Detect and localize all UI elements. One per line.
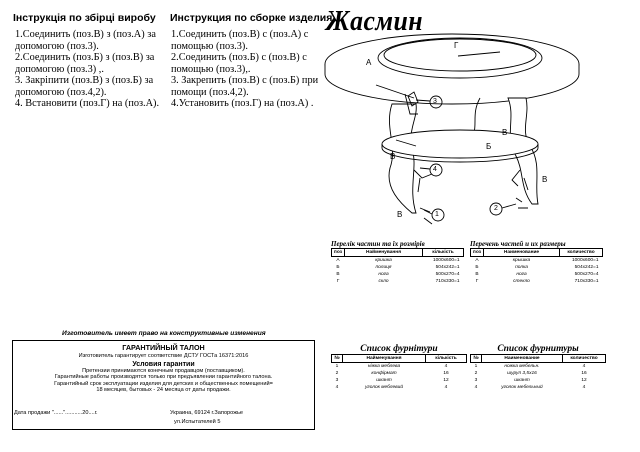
cell-name: ножка мебельн. [504,364,540,369]
instruction-ua-step: 2.Соединить (поз.Б) з (поз.В) за допомогою (поз.3) ,. [15,52,155,75]
cell-name: полка [515,265,528,270]
cell-qty: 500x270=4 [435,272,460,277]
column-header: кількість [423,249,464,257]
cell-pos: А [336,258,340,263]
screw-part [516,198,528,208]
cell-name: нога [378,272,389,277]
table-row [471,271,603,278]
cell-qty: 4 [582,385,586,390]
column-header: Найменування [345,249,423,257]
callout-1: 1 [435,211,439,218]
label-b: Б [486,142,492,151]
warranty-condition: Гарантийный срок эксплуатации изделия для детских и общественных помещений= [54,380,273,387]
cell-pos: Г [475,279,479,284]
column-header: № [332,355,343,363]
column-header: Наименование [482,355,563,363]
cell-qty: 4 [444,385,448,390]
cell-name: шкант [514,378,530,383]
cell-pos: 1 [474,364,478,369]
table-row [471,377,606,384]
column-header: поз [332,249,345,257]
instructions-ru-steps [171,29,319,110]
cell-pos: 2 [474,371,478,376]
cell-name: ніжка меблева [367,364,401,369]
label-v-right: В [542,175,548,184]
fittings-ru-block [470,344,606,391]
instruction-ru-step: 4.Установить (поз.Г) на (поз.А) . [171,98,314,109]
parts-ua-block [331,240,464,285]
cell-qty: 4 [582,364,586,369]
cell-qty: 504x242=1 [435,265,460,270]
cell-name: полиця [375,265,392,270]
cell-name: крышка [512,258,531,263]
warranty-title: ГАРАНТИЙНЫЙ ТАЛОН [122,343,205,352]
callout-3: 3 [433,98,437,105]
cell-pos: В [475,272,479,277]
cell-qty: 500x270=4 [574,272,599,277]
cell-pos: 1 [335,364,339,369]
instructions-ru-title: Инструкция по сборке изделия [170,12,333,24]
label-v-bottom: В [397,210,403,219]
instruction-ua-step: 3. Закрiпити (поз.В) з (поз.Б) за допомогою (поз.4,2). [15,75,154,98]
cell-qty: 4 [444,364,448,369]
instruction-ru-step: 3. Закрепить (поз.В) с (поз.Б) при помощи (поз.4,2). [171,75,319,98]
cell-pos: 3 [474,378,478,383]
warranty-card [12,340,315,430]
cell-name: уголок меблевий [364,385,403,390]
instruction-ua-step: 4. Встановити (поз.Г) на (поз.А). [15,98,160,109]
warranty-condition: 18 месяцев, бытовых - 24 месяца от даты продажи. [96,387,231,394]
cell-pos: А [475,258,479,263]
cell-name: шуруп 3,5x16 [507,371,537,376]
parts-ua-table [331,248,464,285]
table-row [332,278,464,285]
cell-pos: 2 [335,371,339,376]
fittings-ru-table [470,354,606,391]
table-row [332,384,467,391]
cell-qty: 12 [443,378,449,383]
table-row [332,257,464,265]
instruction-ru-step: 1.Соединить (поз.В) с (поз.А) с помощью (поз.3). [171,29,309,52]
cell-qty: 16 [443,371,449,376]
glass-shape [378,38,542,78]
cell-name: скло [378,279,389,284]
cell-qty: 16 [581,371,587,376]
cell-pos: Б [475,265,479,270]
instructions-ua-steps [15,29,165,110]
table-row [471,384,606,391]
column-header: количество [563,355,606,363]
cell-name: шкант [376,378,392,383]
fittings-ua-block [331,344,467,391]
cell-qty: 12 [581,378,587,383]
label-a: А [366,58,372,67]
column-header: поз [471,249,484,257]
cell-pos: В [336,272,340,277]
cell-name: нога [516,272,527,277]
parts-ua-heading: Перелік частин та їх розмірів [331,240,425,248]
cell-pos: 4 [474,385,478,390]
corner-bracket-part [414,170,432,192]
parts-ru-table [470,248,603,285]
column-header: № [471,355,482,363]
fittings-ua-heading: Список фурнітури [360,344,438,354]
leader-4 [420,168,430,169]
instructions-ua-title: Інструкція по збірці виробу [13,12,156,24]
cell-name: уголок мебельный [501,385,543,390]
cell-qty: 1000x600=1 [432,258,460,263]
table-row [471,257,603,265]
cell-name: стекло [513,279,530,284]
cell-name: конфірмат [371,371,397,376]
cell-pos: 3 [335,378,339,383]
address-line-2: ул.Испытателей 5 [174,419,221,425]
column-header: количество [560,249,603,257]
column-header: кількість [426,355,467,363]
warranty-condition: Гарантийные работы производятся только при предъявлении гарантийного талона. [54,374,273,381]
manufacturer-note: Изготовитель имеет право на конструктивные изменения [62,330,266,337]
instruction-ua-step: 1.Соединить (поз.В) з (поз.А) за допомогою (поз.3). [15,29,156,52]
sale-date: Дата продажи "......"...........20....г. [14,410,98,416]
cell-pos: Б [336,265,340,270]
table-row [471,278,603,285]
warranty-condition: Претензии принимаются конечным продавцом (поставщиком). [82,367,245,374]
cell-qty: 710x330=1 [574,279,599,284]
callout-4: 4 [433,166,437,173]
label-v-mid: В [502,128,508,137]
table-row [471,370,606,377]
table-row [332,264,464,271]
leader-1 [424,210,432,214]
table-row [471,363,606,371]
product-title: Жасмин [326,6,424,37]
table-row [332,363,467,371]
parts-ru-heading: Перечень частей и их размеры [470,240,566,248]
leg-foot-part [420,208,432,224]
cell-qty: 504x242=1 [574,265,599,270]
label-v-left: В [390,152,396,161]
cell-name: кришка [375,258,392,263]
warranty-guarantee: Изготовитель гарантирует соответствие ДСТУ ГОСТа 16371:2016 [78,353,249,359]
instruction-ru-step: 2.Соединить (поз.Б) с (поз.В) с помощью (поз.3),. [171,52,307,75]
label-g: Г [454,41,459,50]
shelf-shape [382,130,538,158]
leader-2 [502,204,516,208]
cell-pos: Г [336,279,340,284]
fittings-ru-heading: Список фурнитуры [497,344,579,354]
warranty-conditions-title: Условия гарантии [132,360,195,368]
parts-ru-block [470,240,603,285]
table-row [471,264,603,271]
table-row [332,271,464,278]
address-line-1: Украина, 69124 г.Запорожье [170,410,243,416]
column-header: Наименование [484,249,560,257]
fittings-ua-table [331,354,467,391]
column-header: Найменування [343,355,426,363]
callout-2: 2 [494,205,498,212]
table-row [332,377,467,384]
cell-pos: 4 [335,385,339,390]
cell-qty: 710x330=1 [435,279,460,284]
cell-qty: 1000x600=1 [571,258,599,263]
table-row [332,370,467,377]
